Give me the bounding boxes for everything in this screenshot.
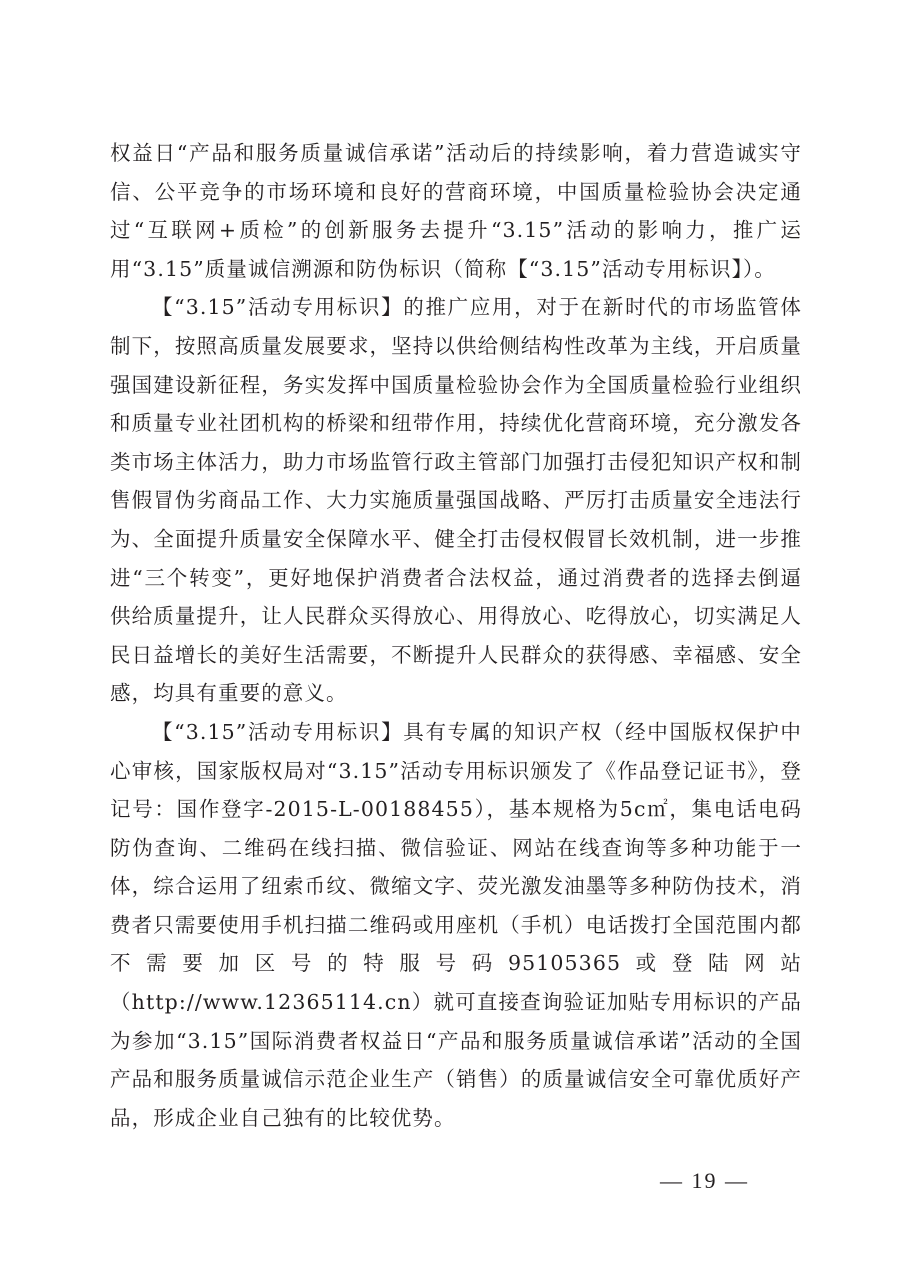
paragraph-label-features: 【“3.15”活动专用标识】具有专属的知识产权（经中国版权保护中心审核，国家版权局对“3.15”活动专用标识颁发了《作品登记证书》，登记号：国作登字-2015-L-00188455），基本规格为5c㎡，集电话电码防伪查询、二维码在线扫描、微信验证、网站在线查询等多种功能于一体，综合运用了纽索币纹、微缩文字、荧光激发油墨等多种防伪技术，消费者只需要使用手机扫描二维码或用座机（手机）电话拨打全国范围内都不需要加区号的特服号码95105365或登陆网站（http://www.12365114.cn）就可直接查询验证加贴专用标识的产品为参加“3.15”国际消费者权益日“产品和服务质量诚信承诺”活动的全国产品和服务质量诚信示范企业生产（销售）的质量诚信安全可靠优质好产品，形成企业自己独有的比较优势。 [110,719,802,1130]
document-body [110,134,802,1137]
paragraph-promotion-significance: 【“3.15”活动专用标识】的推广应用，对于在新时代的市场监管体制下，按照高质量发展要求，坚持以供给侧结构性改革为主线，开启质量强国建设新征程，务实发挥中国质量检验协会作为全国质量检验行业组织和质量专业社团机构的桥梁和纽带作用，持续优化营商环境，充分激发各类市场主体活力，助力市场监管行政主管部门加强打击侵犯知识产权和制售假冒伪劣商品工作、大力实施质量强国战略、严厉打击质量安全违法行为、全面提升质量安全保障水平、健全打击侵权假冒长效机制，进一步推进“三个转变”，更好地保护消费者合法权益，通过消费者的选择去倒逼供给质量提升，让人民群众买得放心、用得放心、吃得放心，切实满足人民日益增长的美好生活需要，不断提升人民群众的获得感、幸福感、安全感，均具有重要的意义。 [110,295,802,706]
page-number: — 19 — [660,1168,749,1193]
paragraph-continuation: 权益日“产品和服务质量诚信承诺”活动后的持续影响，着力营造诚实守信、公平竞争的市场环境和良好的营商环境，中国质量检验协会决定通过“互联网+质检”的创新服务去提升“3.15”活动的影响力，推广运用“3.15”质量诚信溯源和防伪标识（简称【“3.15”活动专用标识】）。 [110,141,802,281]
